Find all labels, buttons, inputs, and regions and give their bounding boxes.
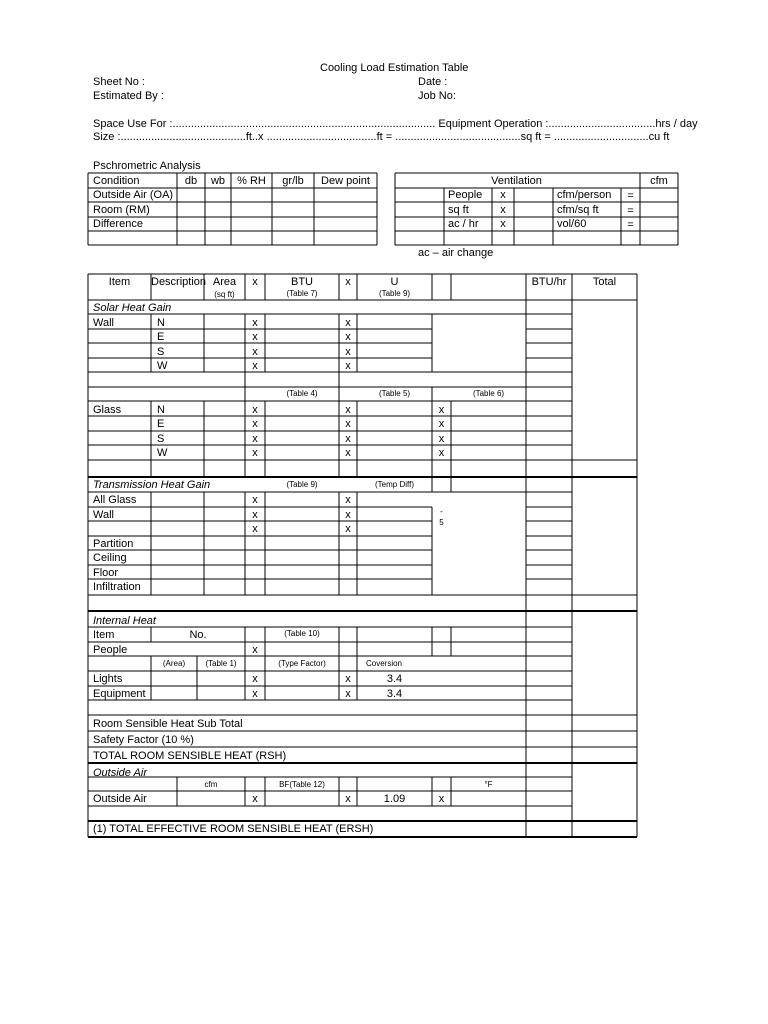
wall-n-x2: x [345, 317, 351, 329]
psy-header-condition: Condition [93, 175, 140, 187]
partition-label: Partition [93, 538, 134, 550]
glass-w-x3: x [438, 447, 445, 459]
safety-factor-label: Safety Factor (10 %) [93, 734, 194, 746]
job-no-label: Job No: [418, 90, 456, 102]
psy-row-difference: Difference [93, 218, 143, 230]
vent-people-x: x [500, 189, 506, 201]
glass-w-x1: x [252, 447, 258, 459]
oa-x1: x [252, 793, 258, 805]
glass-e-x1: x [252, 418, 258, 430]
psy-header-wb: wb [210, 175, 226, 187]
equipment-label: Equipment [93, 688, 146, 700]
outside-air-label: Outside Air [93, 793, 147, 805]
table4-label: (Table 4) [286, 389, 318, 398]
col-area: Area [212, 276, 237, 288]
glass-n-x2: x [345, 404, 351, 416]
ersh-label: (1) TOTAL EFFECTIVE ROOM SENSIBLE HEAT (ERSH) [93, 823, 374, 835]
wall-e-x1: x [252, 331, 258, 343]
people-label: People [93, 644, 128, 656]
table10-label: (Table 10) [284, 629, 320, 638]
trans-wall-label: Wall [93, 509, 114, 521]
table5-label: (Table 5) [378, 389, 411, 398]
wall-dir-s: S [157, 346, 165, 358]
col-btu-sub: (Table 7) [286, 289, 318, 298]
psy-header-db: db [184, 175, 198, 187]
col-x-2: x [345, 276, 351, 288]
equipment-x1: x [252, 688, 258, 700]
trans-wall-x2: x [345, 509, 351, 521]
col-btuhr: BTU/hr [531, 276, 567, 288]
page-title: Cooling Load Estimation Table [320, 62, 469, 74]
all-glass-label: All Glass [93, 494, 137, 506]
col-u: U [390, 276, 399, 288]
col-item: Item [108, 276, 131, 288]
wall-w-x1: x [252, 360, 258, 372]
oa-x2: x [345, 793, 351, 805]
psy-row-room: Room (RM) [93, 204, 150, 216]
solar-heat-gain-title: Solar Heat Gain [93, 302, 172, 314]
equipment-factor: 3.4 [386, 688, 403, 700]
wall-dir-n: N [157, 317, 165, 329]
internal-no-label: No. [189, 629, 207, 641]
wall-s-x2: x [345, 346, 351, 358]
ventilation-unit: cfm [650, 175, 668, 187]
oa-bf-label: BF(Table 12) [279, 780, 325, 789]
internal-item-label: Item [93, 629, 115, 641]
glass-dir-e: E [157, 418, 165, 430]
psy-row-outside-air: Outside Air (OA) [93, 189, 174, 201]
infiltration-label: Infiltration [93, 581, 141, 593]
lights-label: Lights [93, 673, 123, 685]
glass-e-x2: x [345, 418, 351, 430]
estimated-by-label: Estimated By : [93, 90, 164, 102]
coversion-label: Coversion [365, 659, 402, 668]
glass-n-x3: x [438, 404, 445, 416]
lights-x1: x [252, 673, 258, 685]
ventilation-title: Ventilation [491, 175, 542, 187]
wall-dir-w: W [157, 360, 168, 372]
wall-label: Wall [93, 317, 114, 329]
wall-n-x1: x [252, 317, 258, 329]
col-u-sub: (Table 9) [378, 289, 411, 298]
table1-label: (Table 1) [205, 659, 237, 668]
trans-row3-x1: x [252, 523, 258, 535]
total-rsh-label: TOTAL ROOM SENSIBLE HEAT (RSH) [93, 750, 287, 762]
minus-sign: - [440, 507, 443, 516]
glass-w-x2: x [345, 447, 351, 459]
glass-dir-s: S [157, 433, 165, 445]
oa-factor: 1.09 [383, 793, 406, 805]
glass-label: Glass [93, 404, 122, 416]
space-use-line: Space Use For :...................................................................................... Equipment Operation :...................................hrs / day [93, 118, 698, 130]
oa-degf-label: °F [484, 780, 493, 789]
all-glass-x1: x [252, 494, 258, 506]
floor-label: Floor [93, 567, 119, 579]
col-description: Description [151, 276, 207, 288]
trans-table9: (Table 9) [286, 480, 318, 489]
oa-x3: x [438, 793, 445, 805]
size-line: Size :.........................................ft..x ....................................ft = .........................................sq ft = ...............................cu ft [93, 131, 670, 143]
ceiling-label: Ceiling [93, 552, 127, 564]
outside-air-title: Outside Air [93, 767, 148, 779]
people-x: x [252, 644, 258, 656]
col-total: Total [592, 276, 617, 288]
type-factor-label: (Type Factor) [278, 659, 326, 668]
lights-x2: x [345, 673, 351, 685]
glass-s-x3: x [438, 433, 445, 445]
wall-dir-e: E [157, 331, 165, 343]
vent-sqft-eq: = [627, 205, 634, 217]
col-area-sub: (sq ft) [214, 290, 235, 299]
table6-label: (Table 6) [472, 389, 505, 398]
glass-dir-n: N [157, 404, 165, 416]
oa-cfm-label: cfm [204, 780, 218, 789]
date-label: Date : [418, 76, 448, 88]
vent-achr-label: ac / hr [448, 218, 479, 230]
ventilation-note: ac – air change [418, 247, 494, 259]
glass-s-x2: x [345, 433, 351, 445]
vent-people-label: People [448, 189, 483, 201]
glass-s-x1: x [252, 433, 258, 445]
sheet-no-label: Sheet No : [93, 76, 145, 88]
all-glass-x2: x [345, 494, 351, 506]
internal-heat-title: Internal Heat [93, 615, 156, 627]
equipment-x2: x [345, 688, 351, 700]
vent-achr-eq: = [627, 219, 634, 231]
psy-header-rh: % RH [237, 175, 266, 187]
wall-s-x1: x [252, 346, 258, 358]
col-btu: BTU [291, 276, 313, 288]
trans-wall-x1: x [252, 509, 258, 521]
glass-n-x1: x [252, 404, 258, 416]
temp-diff: (Temp Diff) [375, 480, 414, 489]
five-value: 5 [439, 518, 444, 527]
vent-sqft-x: x [500, 204, 506, 216]
vent-people-factor: cfm/person [557, 189, 612, 201]
psy-header-grlb: gr/lb [282, 175, 304, 187]
vent-achr-x: x [500, 218, 506, 230]
vent-achr-factor: vol/60 [557, 218, 587, 230]
lights-factor: 3.4 [386, 673, 403, 685]
vent-people-eq: = [627, 190, 634, 202]
wall-e-x2: x [345, 331, 351, 343]
glass-dir-w: W [157, 447, 168, 459]
psychrometric-title: Pschrometric Analysis [93, 160, 201, 172]
glass-e-x3: x [438, 418, 445, 430]
psy-header-dewpoint: Dew point [321, 175, 370, 187]
trans-row3-x2: x [345, 523, 351, 535]
wall-w-x2: x [345, 360, 351, 372]
area-paren-label: (Area) [162, 659, 186, 668]
rsh-subtotal-label: Room Sensible Heat Sub Total [93, 718, 243, 730]
col-x-1: x [252, 276, 258, 288]
transmission-title: Transmission Heat Gain [93, 479, 211, 491]
vent-sqft-factor: cfm/sq ft [557, 204, 599, 216]
vent-sqft-label: sq ft [448, 204, 469, 216]
